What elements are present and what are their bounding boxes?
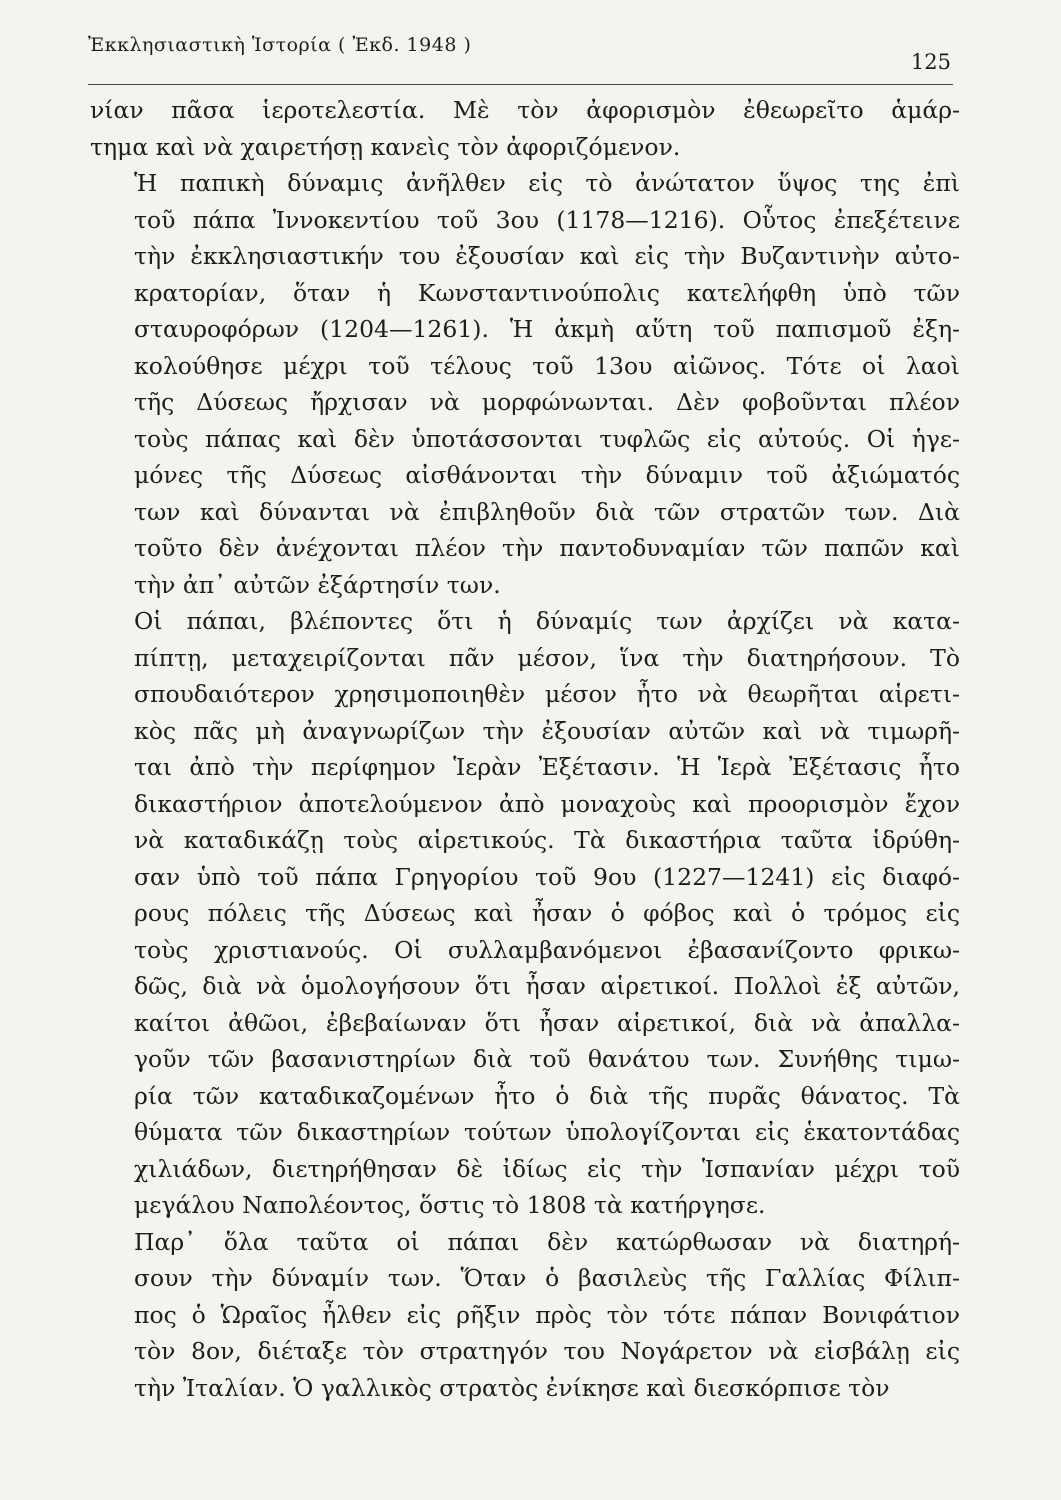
text-line: δῶς, διὰ νὰ ὁμολογήσουν ὅτι ἦσαν αἱρετικοί. Πολλοὶ ἐξ αὐτῶν, xyxy=(134,972,960,1000)
text-line: τοῦτο δὲν ἀνέχονται πλέον τὴν παντοδυναμίαν τῶν παπῶν καὶ xyxy=(134,534,960,562)
text-line: Οἱ πάπαι, βλέποντες ὅτι ἡ δύναμίς των ἀρχίζει νὰ κατα- xyxy=(134,607,960,635)
text-line: δικαστήριον ἀποτελούμενον ἀπὸ μοναχοὺς καὶ προορισμὸν ἔχον xyxy=(134,789,960,818)
text-line: γοῦν τῶν βασανιστηρίων διὰ τοῦ θανάτου των. Συνήθης τιμω- xyxy=(134,1045,960,1073)
text-line: Ἡ παπικὴ δύναμις ἀνῆλθεν εἰς τὸ ἀνώτατον ὕψος της ἐπὶ xyxy=(134,169,960,197)
text-line: νίαν πᾶσα ἱεροτελεστία. Μὲ τὸν ἀφορισμὸν ἐθεωρεῖτο ἁμάρ- xyxy=(90,96,960,124)
text-line: μεγάλου Ναπολέοντος, ὅστις τὸ 1808 τὰ κατήργησε. xyxy=(134,1191,766,1219)
text-line: θύματα τῶν δικαστηρίων τούτων ὑπολογίζονται εἰς ἑκατοντάδας xyxy=(134,1118,960,1146)
text-line: πίπτῃ, μεταχειρίζονται πᾶν μέσον, ἵνα τὴν διατηρήσουν. Τὸ xyxy=(134,643,960,672)
body-text xyxy=(90,92,960,1406)
text-line: τὴν ἀπ᾽ αὐτῶν ἐξάρτησίν των. xyxy=(134,570,501,599)
text-line: πος ὁ Ὡραῖος ἦλθεν εἰς ρῆξιν πρὸς τὸν τότε πάπαν Βονιφάτιον xyxy=(134,1300,960,1329)
page-number: 125 xyxy=(910,50,951,74)
text-line: ρία τῶν καταδικαζομένων ἦτο ὁ διὰ τῆς πυρᾶς θάνατος. Τὰ xyxy=(134,1081,960,1110)
text-line: σπουδαιότερον χρησιμοποιηθὲν μέσον ἦτο νὰ θεωρῆται αἱρετι- xyxy=(134,680,960,708)
text-line: των καὶ δύνανται νὰ ἐπιβληθοῦν διὰ τῶν στρατῶν των. Διὰ xyxy=(134,497,960,526)
text-line: τοὺς πάπας καὶ δὲν ὑποτάσσονται τυφλῶς εἰς αὐτούς. Οἱ ἡγε- xyxy=(134,424,960,453)
text-line: νὰ καταδικάζῃ τοὺς αἱρετικούς. Τὰ δικαστήρια ταῦτα ἱδρύθη- xyxy=(134,826,960,854)
text-line: τῆς Δύσεως ἤρχισαν νὰ μορφώνωνται. Δὲν φοβοῦνται πλέον xyxy=(134,388,960,416)
text-line: κὸς πᾶς μὴ ἀναγνωρίζων τὴν ἐξουσίαν αὐτῶν καὶ νὰ τιμωρῆ- xyxy=(134,716,960,745)
text-line: τὴν Ἰταλίαν. Ὁ γαλλικὸς στρατὸς ἐνίκησε καὶ διεσκόρπισε τὸν xyxy=(134,1373,890,1402)
paragraph xyxy=(90,1224,960,1407)
text-line: κολούθησε μέχρι τοῦ τέλους τοῦ 13ου αἰῶνος. Τότε οἱ λαοὶ xyxy=(134,351,960,380)
text-line: σουν τὴν δύναμίν των. Ὅταν ὁ βασιλεὺς τῆς Γαλλίας Φίλιπ- xyxy=(134,1264,960,1292)
paragraph xyxy=(90,603,960,1224)
paragraph xyxy=(90,165,960,603)
text-line: καίτοι ἀθῶοι, ἐβεβαίωναν ὅτι ἦσαν αἱρετικοί, διὰ νὰ ἀπαλλα- xyxy=(134,1008,960,1037)
running-head: Ἐκκλησιαστικὴ Ἱστορία ( Ἐκδ. 1948 ) xyxy=(88,34,472,56)
text-line: μόνες τῆς Δύσεως αἰσθάνονται τὴν δύναμιν τοῦ ἀξιώματός xyxy=(134,461,960,489)
text-line: ρους πόλεις τῆς Δύσεως καὶ ἦσαν ὁ φόβος καὶ ὁ τρόμος εἰς xyxy=(134,899,960,927)
text-line: τημα καὶ νὰ χαιρετήσῃ κανεὶς τὸν ἀφοριζόμενον. xyxy=(90,132,681,161)
text-line: τὸν 8ον, διέταξε τὸν στρατηγόν του Νογάρετον νὰ εἰσβάλῃ εἰς xyxy=(134,1337,960,1365)
text-line: σαν ὑπὸ τοῦ πάπα Γρηγορίου τοῦ 9ου (1227—1241) εἰς διαφό- xyxy=(134,862,960,891)
text-line: Παρ᾽ ὅλα ταῦτα οἱ πάπαι δὲν κατώρθωσαν νὰ διατηρή- xyxy=(134,1227,960,1256)
text-line: τοὺς χριστιανούς. Οἱ συλλαμβανόμενοι ἐβασανίζοντο φρικω- xyxy=(134,935,960,964)
text-line: τὴν ἐκκλησιαστικήν του ἐξουσίαν καὶ εἰς τὴν Βυζαντινὴν αὐτο- xyxy=(134,242,960,270)
header-rule xyxy=(88,84,953,85)
text-line: ται ἀπὸ τὴν περίφημον Ἱερὰν Ἐξέτασιν. Ἡ Ἱερὰ Ἐξέτασις ἦτο xyxy=(134,753,960,781)
text-line: σταυροφόρων (1204—1261). Ἡ ἀκμὴ αὕτη τοῦ παπισμοῦ ἐξη- xyxy=(134,315,960,343)
text-line: χιλιάδων, διετηρήθησαν δὲ ἰδίως εἰς τὴν Ἱσπανίαν μέχρι τοῦ xyxy=(134,1154,960,1183)
paragraph xyxy=(90,92,960,165)
text-line: κρατορίαν, ὅταν ἡ Κωνσταντινούπολις κατελήφθη ὑπὸ τῶν xyxy=(134,278,960,307)
text-line: τοῦ πάπα Ἰννοκεντίου τοῦ 3ου (1178—1216). Οὗτος ἐπεξέτεινε xyxy=(134,205,960,234)
